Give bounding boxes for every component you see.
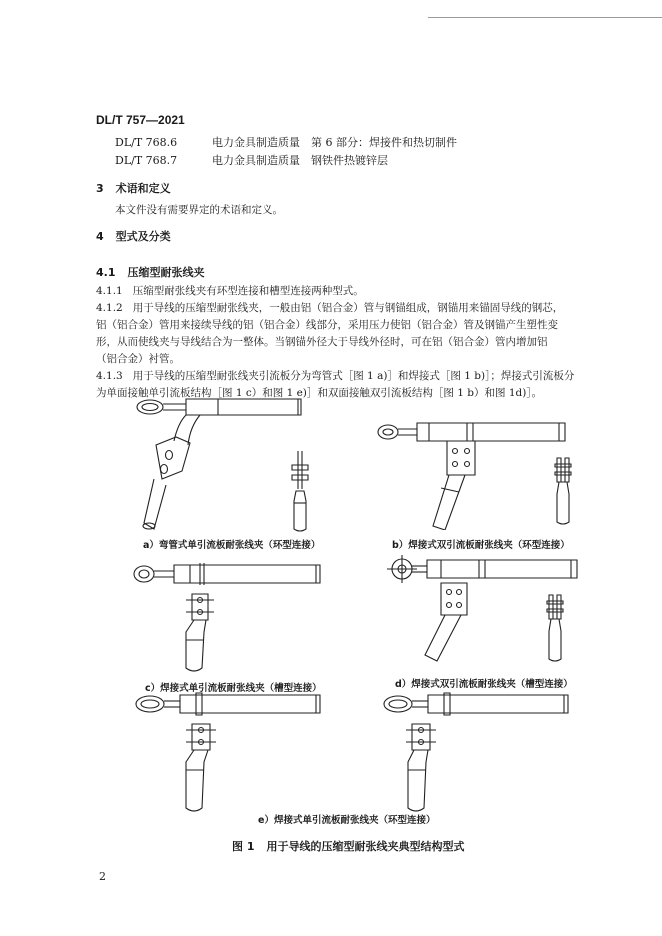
document-code: DL/T 757—2021 (96, 113, 185, 127)
page-number: 2 (99, 870, 106, 883)
clause-4-1-3-line-1 (96, 368, 574, 385)
clause-number: 4.1.2 (96, 302, 123, 314)
figure-b-subcaption: b）焊接式双引流板耐张线夹（环型连接） (392, 540, 570, 551)
section-3-body: 本文件没有需要界定的术语和定义。 (115, 204, 283, 216)
figure-1-caption (232, 838, 464, 854)
figure-c-subcaption: c）焊接式单引流板耐张线夹（槽型连接） (145, 683, 322, 694)
clause-text: 用于导线的压缩型耐张线夹引流板分为弯管式［图 1 a)］和焊接式［图 1 b)］；焊接式引流板分 (132, 370, 575, 382)
section-title: 型式及分类 (115, 230, 171, 243)
norm-ref-name: 电力金具制造质量 (212, 154, 300, 167)
norm-ref-part: 钢铁件热镀锌层 (311, 154, 388, 167)
figure-label: 图 1 (232, 840, 255, 853)
section-number: 4.1 (96, 266, 116, 279)
clause-4-1-1 (96, 283, 364, 300)
clause-text: 压缩型耐张线夹有环型连接和槽型连接两种型式。 (132, 285, 364, 297)
clause-text: 用于导线的压缩型耐张线夹，一般由铝（铝合金）管与钢锚组成，钢锚用来锚固导线的钢芯， (132, 302, 564, 314)
section-3-heading (96, 180, 171, 196)
figure-a-subcaption: a）弯管式单引流板耐张线夹（环型连接） (143, 540, 321, 551)
section-title: 术语和定义 (115, 182, 171, 195)
figure-a-drawing (128, 393, 328, 535)
figure-d-subcaption: d）焊接式双引流板耐张线夹（槽型连接） (395, 679, 573, 690)
clause-4-1-2-line-3: 形，从而使线夹与导线结合为一整体。当钢锚外径大于导线外径时，可在铝（铝合金）管内增加铝 (96, 336, 548, 348)
figure-d-drawing (385, 555, 585, 667)
clause-4-1-3-line-2: 为单面接触单引流板结构［图 1 c）和图 1 e)］和双面接触双引流板结构［图 1 b）和图 1d)］。 (96, 387, 543, 399)
clause-4-1-2-line-4: （铝合金）衬管。 (96, 353, 180, 365)
header-rule (428, 17, 662, 18)
figure-e-right-drawing (378, 690, 578, 815)
figure-c-drawing (130, 560, 330, 675)
norm-ref-part: 第 6 部分：焊接件和热切制件 (311, 136, 457, 149)
section-number: 3 (96, 182, 104, 195)
norm-ref-2 (115, 152, 388, 168)
clause-number: 4.1.1 (96, 285, 123, 297)
norm-ref-code: DL/T 768.7 (115, 154, 178, 167)
section-4-1-heading (96, 264, 205, 280)
norm-ref-1 (115, 134, 457, 150)
clause-number: 4.1.3 (96, 370, 123, 382)
norm-ref-code: DL/T 768.6 (115, 136, 178, 149)
clause-4-1-2-line-2: 铝（铝合金）管用来接续导线的铝（铝合金）线部分，采用压力使铝（铝合金）管及钢锚产生塑性变 (96, 319, 558, 331)
figure-e-subcaption: e）焊接式单引流板耐张线夹（环型连接） (258, 815, 436, 826)
clause-4-1-2-line-1 (96, 300, 563, 317)
norm-ref-name: 电力金具制造质量 (212, 136, 300, 149)
section-number: 4 (96, 230, 104, 243)
section-title: 压缩型耐张线夹 (127, 266, 205, 279)
figure-e-left-drawing (130, 690, 330, 815)
section-4-heading (96, 228, 171, 244)
figure-title: 用于导线的压缩型耐张线夹典型结构型式 (266, 840, 465, 853)
figure-b-drawing (373, 418, 578, 530)
